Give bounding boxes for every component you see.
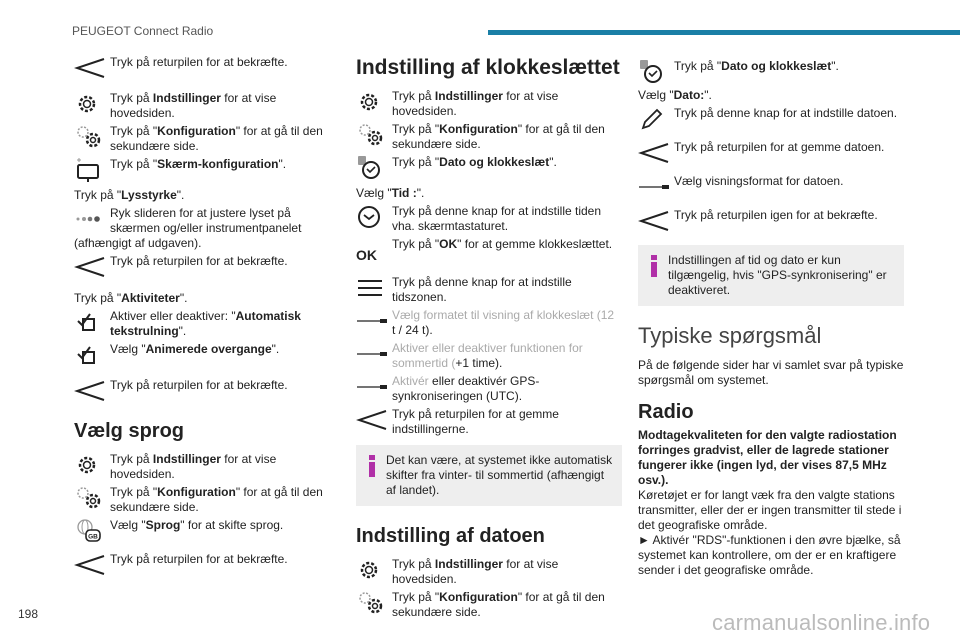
gear-icon — [356, 556, 392, 584]
step — [356, 406, 622, 437]
slider-dots-icon — [74, 205, 110, 233]
back-arrow-icon — [74, 551, 110, 579]
back-arrow-icon — [356, 406, 392, 434]
info-note — [638, 245, 904, 306]
step — [356, 373, 622, 404]
info-icon — [650, 255, 660, 281]
chevron-circle-icon — [356, 203, 392, 231]
step-text: Tryk på "Konfiguration" for at gå til den sekundære side. — [392, 590, 605, 619]
step-text: Tryk på "Konfiguration" for at gå til den sekundære side. — [110, 124, 323, 153]
back-arrow-icon — [74, 377, 110, 405]
pencil-icon — [638, 105, 674, 133]
checkbox-icon — [74, 308, 110, 336]
toggle-line-icon — [356, 340, 392, 368]
globe-flag-icon — [74, 517, 110, 545]
step — [74, 341, 330, 369]
instruction-line: Vælg "Dato:". — [638, 88, 712, 102]
step-text: Tryk på returpilen for at gemme datoen. — [674, 140, 885, 154]
monitor-icon — [74, 156, 110, 184]
step — [356, 340, 622, 371]
step — [74, 308, 330, 339]
step — [356, 556, 622, 587]
gear-pair-icon — [74, 484, 110, 512]
column-1 — [74, 46, 330, 581]
clock-icon — [356, 154, 392, 182]
step — [356, 274, 622, 305]
column-3 — [638, 46, 904, 578]
section-heading: Indstilling af klokkeslættet — [356, 56, 620, 79]
back-arrow-icon — [74, 54, 110, 82]
section-heading: Radio — [638, 401, 694, 423]
step-text: Tryk på returpilen igen for at bekræfte. — [674, 208, 878, 222]
paragraph: ► Aktivér "RDS"-funktionen i den øvre bjælke, så systemet kan kontrollere, om der er en kraftigere sender i det geografiske område. — [638, 533, 901, 577]
step-text: Tryk på "Dato og klokkeslæt". — [392, 155, 557, 169]
step-text: Tryk på "Dato og klokkeslæt". — [674, 59, 839, 73]
toggle-line-icon — [356, 307, 392, 335]
step — [74, 205, 330, 236]
step-text: Tryk på "Skærm-konfiguration". — [110, 157, 287, 171]
gear-pair-icon — [74, 123, 110, 151]
step — [638, 105, 904, 133]
step-text: Ryk slideren for at justere lyset på skærmen og/eller instrumentpanelet — [110, 206, 302, 235]
hamburger-icon — [356, 274, 392, 302]
step — [356, 154, 622, 182]
section-heading: Indstilling af datoen — [356, 525, 545, 547]
step — [74, 156, 330, 184]
step — [638, 58, 904, 86]
step-text: Tryk på returpilen for at bekræfte. — [110, 55, 288, 69]
step-text: Tryk på Indstillinger for at vise hovedsiden. — [392, 89, 559, 118]
step-text: Vælg visningsformat for datoen. — [674, 174, 844, 188]
toggle-line-icon — [638, 173, 674, 201]
instruction-line: Tryk på "Lysstyrke". — [74, 188, 185, 202]
note-text: Indstillingen af tid og dato er kun tilgængelig, hvis "GPS-synkronisering" er deaktiveret. — [668, 253, 887, 297]
step — [74, 123, 330, 154]
gear-pair-icon — [356, 121, 392, 149]
step-text: Aktiver eller deaktiver: "Automatisk tekstrulning". — [110, 309, 301, 338]
step — [74, 517, 330, 545]
clock-icon — [638, 58, 674, 86]
back-arrow-icon — [74, 253, 110, 281]
step — [74, 90, 330, 121]
checkbox-icon — [74, 341, 110, 369]
back-arrow-icon — [638, 139, 674, 167]
step-text: Tryk på returpilen for at bekræfte. — [110, 552, 288, 566]
section-heading: Vælg sprog — [74, 420, 185, 442]
step-text: Tryk på Indstillinger for at vise hovedsiden. — [392, 557, 559, 586]
instruction-line: Vælg "Tid :". — [356, 186, 425, 200]
step-text: Tryk på returpilen for at gemme indstillingerne. — [392, 407, 559, 436]
ok-label: OK — [356, 246, 377, 263]
step — [356, 88, 622, 119]
info-note — [356, 445, 622, 506]
step — [74, 451, 330, 482]
ok-icon — [356, 236, 392, 264]
step — [74, 54, 330, 82]
step-text: Tryk på "Konfiguration" for at gå til den sekundære side. — [392, 122, 605, 151]
step — [74, 253, 330, 281]
watermark: carmanualsonline.info — [712, 610, 931, 635]
step — [638, 207, 904, 235]
step — [356, 589, 622, 620]
step-text: Tryk på denne knap for at indstille datoen. — [674, 106, 898, 120]
page-number: 198 — [18, 607, 39, 621]
step-text: Tryk på returpilen for at bekræfte. — [110, 378, 288, 392]
step — [638, 139, 904, 167]
step-text: Tryk på Indstillinger for at vise hovedsiden. — [110, 91, 277, 120]
paragraph: Køretøjet er for langt væk fra den valgte stations transmitter, eller der er ingen transmitter til stede i det geografiske område. — [638, 488, 902, 532]
step-text: Tryk på "OK" for at gemme klokkeslættet. — [392, 237, 613, 251]
step — [74, 551, 330, 579]
step-text: Aktiver eller deaktiver funktionen for sommertid (+1 time). — [392, 341, 583, 370]
back-arrow-icon — [638, 207, 674, 235]
column-2 — [356, 46, 622, 622]
toggle-line-icon — [356, 373, 392, 401]
step-text: Tryk på "Konfiguration" for at gå til den sekundære side. — [110, 485, 323, 514]
gear-icon — [74, 90, 110, 118]
header-accent-bar — [488, 30, 960, 35]
step-text: Vælg "Animerede overgange". — [110, 342, 280, 356]
note-text: Det kan være, at systemet ikke automatisk skifter fra vinter- til sommertid (afhængigt af landet). — [386, 453, 613, 497]
step-text: Tryk på Indstillinger for at vise hovedsiden. — [110, 452, 277, 481]
gear-pair-icon — [356, 589, 392, 617]
step-text: Vælg "Sprog" for at skifte sprog. — [110, 518, 284, 532]
step — [356, 236, 622, 264]
instruction-line: Tryk på "Aktiviteter". — [74, 291, 188, 305]
step-text: Tryk på returpilen for at bekræfte. — [110, 254, 288, 268]
info-icon — [368, 455, 378, 481]
gb-label: GB — [88, 533, 98, 541]
step-text: Aktivér eller deaktivér GPS-synkroniseringen (UTC). — [392, 374, 540, 403]
section-heading: Typiske spørgsmål — [638, 323, 822, 348]
step — [74, 377, 330, 405]
gear-icon — [74, 451, 110, 479]
step — [356, 203, 622, 234]
paragraph: På de følgende sider har vi samlet svar på typiske spørgsmål om systemet. — [638, 358, 904, 387]
step — [74, 484, 330, 515]
step-text: Tryk på denne knap for at indstille tidszonen. — [392, 275, 572, 304]
question: Modtagekvaliteten for den valgte radiostation forringes gradvist, eller de lagrede stationer fungerer ikke (ingen lyd, der vises 87,5 MHz osv.). — [638, 428, 897, 487]
step — [638, 173, 904, 201]
step-text: Vælg formatet til visning af klokkeslæt (12 t / 24 t). — [392, 308, 615, 337]
step — [356, 307, 622, 338]
running-header: PEUGEOT Connect Radio — [72, 24, 214, 38]
gear-icon — [356, 88, 392, 116]
step — [356, 121, 622, 152]
step-text: Tryk på denne knap for at indstille tiden vha. skærmtastaturet. — [392, 204, 602, 233]
instruction-line: (afhængigt af udgaven). — [74, 236, 202, 250]
